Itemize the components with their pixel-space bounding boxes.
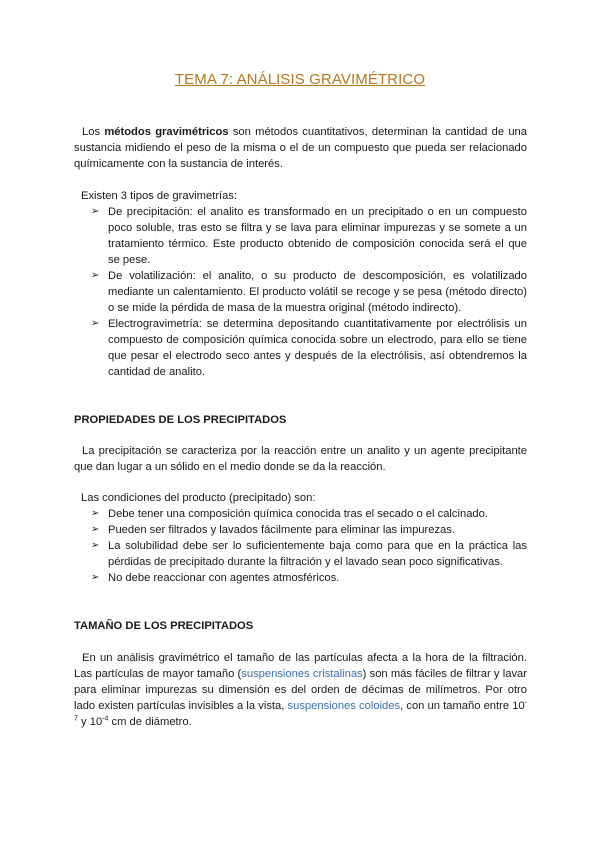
list-item (91, 570, 527, 586)
list-item (91, 204, 527, 268)
list-item-text: Debe tener una composición química conocida tras el secado o el calcinado. (108, 508, 488, 520)
section-heading-size: TAMAÑO DE LOS PRECIPITADOS (74, 620, 254, 632)
intro-paragraph (74, 124, 527, 172)
list-item (91, 268, 527, 316)
exponent-1: -7 (74, 699, 527, 723)
size-text-4: y 10 (77, 716, 103, 728)
properties-text: La precipitación se caracteriza por la reacción entre un analito y un agente precipitante que dan lugar a un sólido en el medio donde se da la reacción. (74, 445, 527, 473)
conditions-lead: Las condiciones del producto (precipitado) son: (81, 492, 316, 504)
arrow-bullet-icon: ➢ (91, 572, 100, 583)
link-suspensiones-cristalinas[interactable]: suspensiones cristalinas (241, 668, 363, 680)
intro-bold-term: métodos gravimétricos (104, 126, 229, 138)
conditions-list (91, 506, 527, 586)
size-text-2: ) son más fáciles de filtrar y lavar para eliminar impurezas su dimensión es del orden de décimas de milímetros. Por otro lado existen partículas invisibles a la vista, (74, 668, 527, 712)
list-item (91, 316, 527, 380)
list-item-text: No debe reaccionar con agentes atmosféricos. (108, 572, 340, 584)
arrow-bullet-icon: ➢ (91, 540, 100, 551)
size-text-5: cm de diámetro. (108, 716, 192, 728)
intro-post: son métodos cuantitativos, determinan la cantidad de una sustancia midiendo el peso de la misma o el de un compuesto que pueda ser relacionado químicamente con la sustancia de interés. (74, 126, 527, 170)
list-item (91, 506, 527, 522)
arrow-bullet-icon: ➢ (91, 270, 100, 281)
types-list (91, 204, 527, 380)
list-item-text: Pueden ser filtrados y lavados fácilmente para eliminar las impurezas. (108, 524, 455, 536)
page-title: TEMA 7: ANÁLISIS GRAVIMÉTRICO (174, 71, 426, 88)
section-heading-properties: PROPIEDADES DE LOS PRECIPITADOS (74, 414, 287, 426)
list-item (91, 522, 527, 538)
list-item-text: De precipitación: el analito es transformado en un precipitado o en un compuesto poco soluble, tras esto se filtra y se lava para eliminar impurezas y se somete a un tratamiento térmico. Este producto obtenido de composición conocida será el que se pese. (108, 206, 527, 266)
properties-paragraph (74, 443, 527, 475)
exponent-2: -4 (102, 715, 109, 723)
arrow-bullet-icon: ➢ (91, 318, 100, 329)
intro-pre: Los (82, 126, 105, 138)
size-text-3: , con un tamaño entre 10 (400, 700, 525, 712)
list-item-text: Electrogravimetría: se determina depositando cuantitativamente por electrólisis un compuesto de composición química conocida sobre un electrodo, para ello se tiene que pesar el electrodo seco antes y después de la electrólisis, así obtendremos la cantidad de analito. (108, 318, 527, 378)
size-paragraph (74, 650, 527, 730)
arrow-bullet-icon: ➢ (91, 524, 100, 535)
arrow-bullet-icon: ➢ (91, 508, 100, 519)
list-item-text: De volatilización: el analito, o su producto de descomposición, es volatilizado mediante un calentamiento. El producto volátil se recoge y se pesa (método directo) o se mide la pérdida de masa de la muestra original (método indirecto). (108, 270, 527, 314)
size-text-1: En un análisis gravimétrico el tamaño de las partículas afecta a la hora de la filtración. Las partículas de mayor tamaño ( (74, 652, 527, 680)
list-item (91, 538, 527, 570)
list-item-text: La solubilidad debe ser lo suficientemente baja como para que en la práctica las pérdidas de precipitado durante la filtración y el lavado sean poco significativas. (108, 540, 527, 568)
link-suspensiones-coloides[interactable]: suspensiones coloides (287, 700, 401, 712)
arrow-bullet-icon: ➢ (91, 206, 100, 217)
types-lead: Existen 3 tipos de gravimetrías: (81, 190, 238, 202)
